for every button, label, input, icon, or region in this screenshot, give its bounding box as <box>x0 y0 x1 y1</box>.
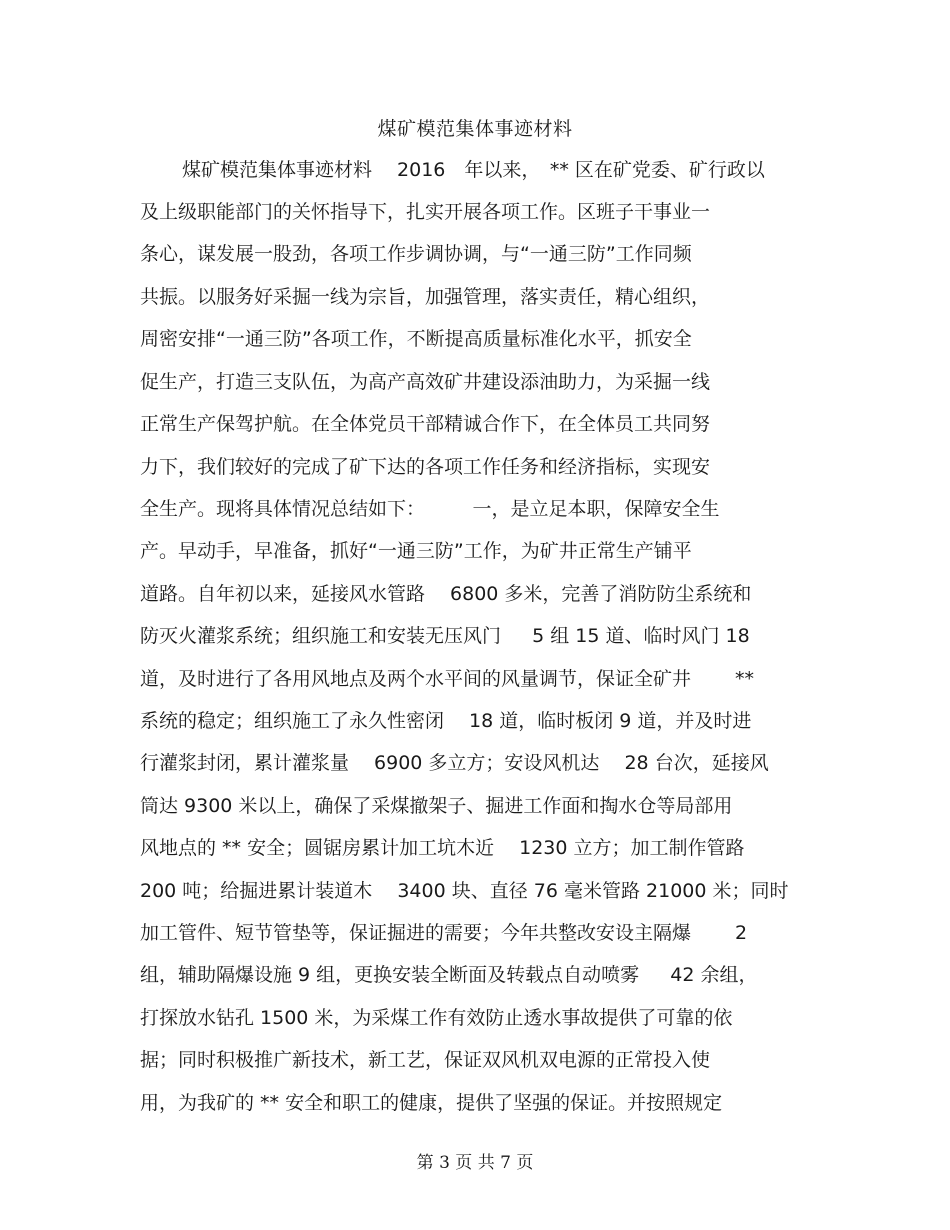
body-line: 风地点的 ** 安全；圆锯房累计加工坑木近 1230 立方；加工制作管路 <box>140 837 745 859</box>
body-line: 条心，谋发展一股劲，各项工作步调协调，与“一通三防”工作同频 <box>140 243 692 265</box>
body-line: 200 吨；给掘进累计装道木 3400 块、直径 76 毫米管路 21000 米；同时 <box>140 880 789 902</box>
body-line: 打探放水钻孔 1500 米，为采煤工作有效防止透水事故提供了可靠的依 <box>140 1007 733 1029</box>
page-number-footer: 第 3 页 共 7 页 <box>416 1153 534 1173</box>
body-line: 共振。以服务好采掘一线为宗旨，加强管理，落实责任，精心组织， <box>140 286 711 308</box>
body-line: 力下，我们较好的完成了矿下达的各项工作任务和经济指标，实现安 <box>140 456 711 478</box>
body-line: 周密安排“一通三防”各项工作，不断提高质量标准化水平，抓安全 <box>140 328 692 350</box>
body-line: 正常生产保驾护航。在全体党员干部精诚合作下，在全体员工共同努 <box>140 413 711 435</box>
body-line: 道，及时进行了各用风地点及两个水平间的风量调节，保证全矿井 ** <box>140 668 755 690</box>
body-line: 煤矿模范集体事迹材料 2016 年以来， ** 区在矿党委、矿行政以 <box>182 159 765 181</box>
document-title: 煤矿模范集体事迹材料 <box>377 118 573 140</box>
body-line: 组，辅助隔爆设施 9 组，更换安装全断面及转载点自动喷雾 42 余组， <box>140 964 758 986</box>
body-line: 及上级职能部门的关怀指导下，扎实开展各项工作。区班子干事业一 <box>140 201 711 223</box>
body-line: 产。早动手，早准备，抓好“一通三防”工作，为矿井正常生产铺平 <box>140 540 692 562</box>
body-line: 筒达 9300 米以上，确保了采煤撤架子、掘进工作面和掏水仓等局部用 <box>140 795 733 817</box>
body-line: 系统的稳定；组织施工了永久性密闭 18 道，临时板闭 9 道，并及时进 <box>140 710 752 732</box>
body-line: 行灌浆封闭，累计灌浆量 6900 多立方；安设风机达 28 台次，延接风 <box>140 752 769 774</box>
body-line: 用，为我矿的 ** 安全和职工的健康，提供了坚强的保证。并按照规定 <box>140 1092 723 1114</box>
body-line: 全生产。现将具体情况总结如下： 一，是立足本职，保障安全生 <box>140 498 720 520</box>
body-line: 道路。自年初以来，延接风水管路 6800 多米，完善了消防防尘系统和 <box>140 583 752 605</box>
body-line: 据；同时积极推广新技术，新工艺，保证双风机双电源的正常投入使 <box>140 1049 711 1071</box>
body-line: 促生产，打造三支队伍，为高产高效矿井建设添油助力，为采掘一线 <box>140 371 711 393</box>
body-line: 加工管件、短节管垫等，保证掘进的需要；今年共整改安设主隔爆 2 <box>140 922 748 944</box>
body-line: 防灭火灌浆系统；组织施工和安装无压风门 5 组 15 道、临时风门 18 <box>140 625 750 647</box>
